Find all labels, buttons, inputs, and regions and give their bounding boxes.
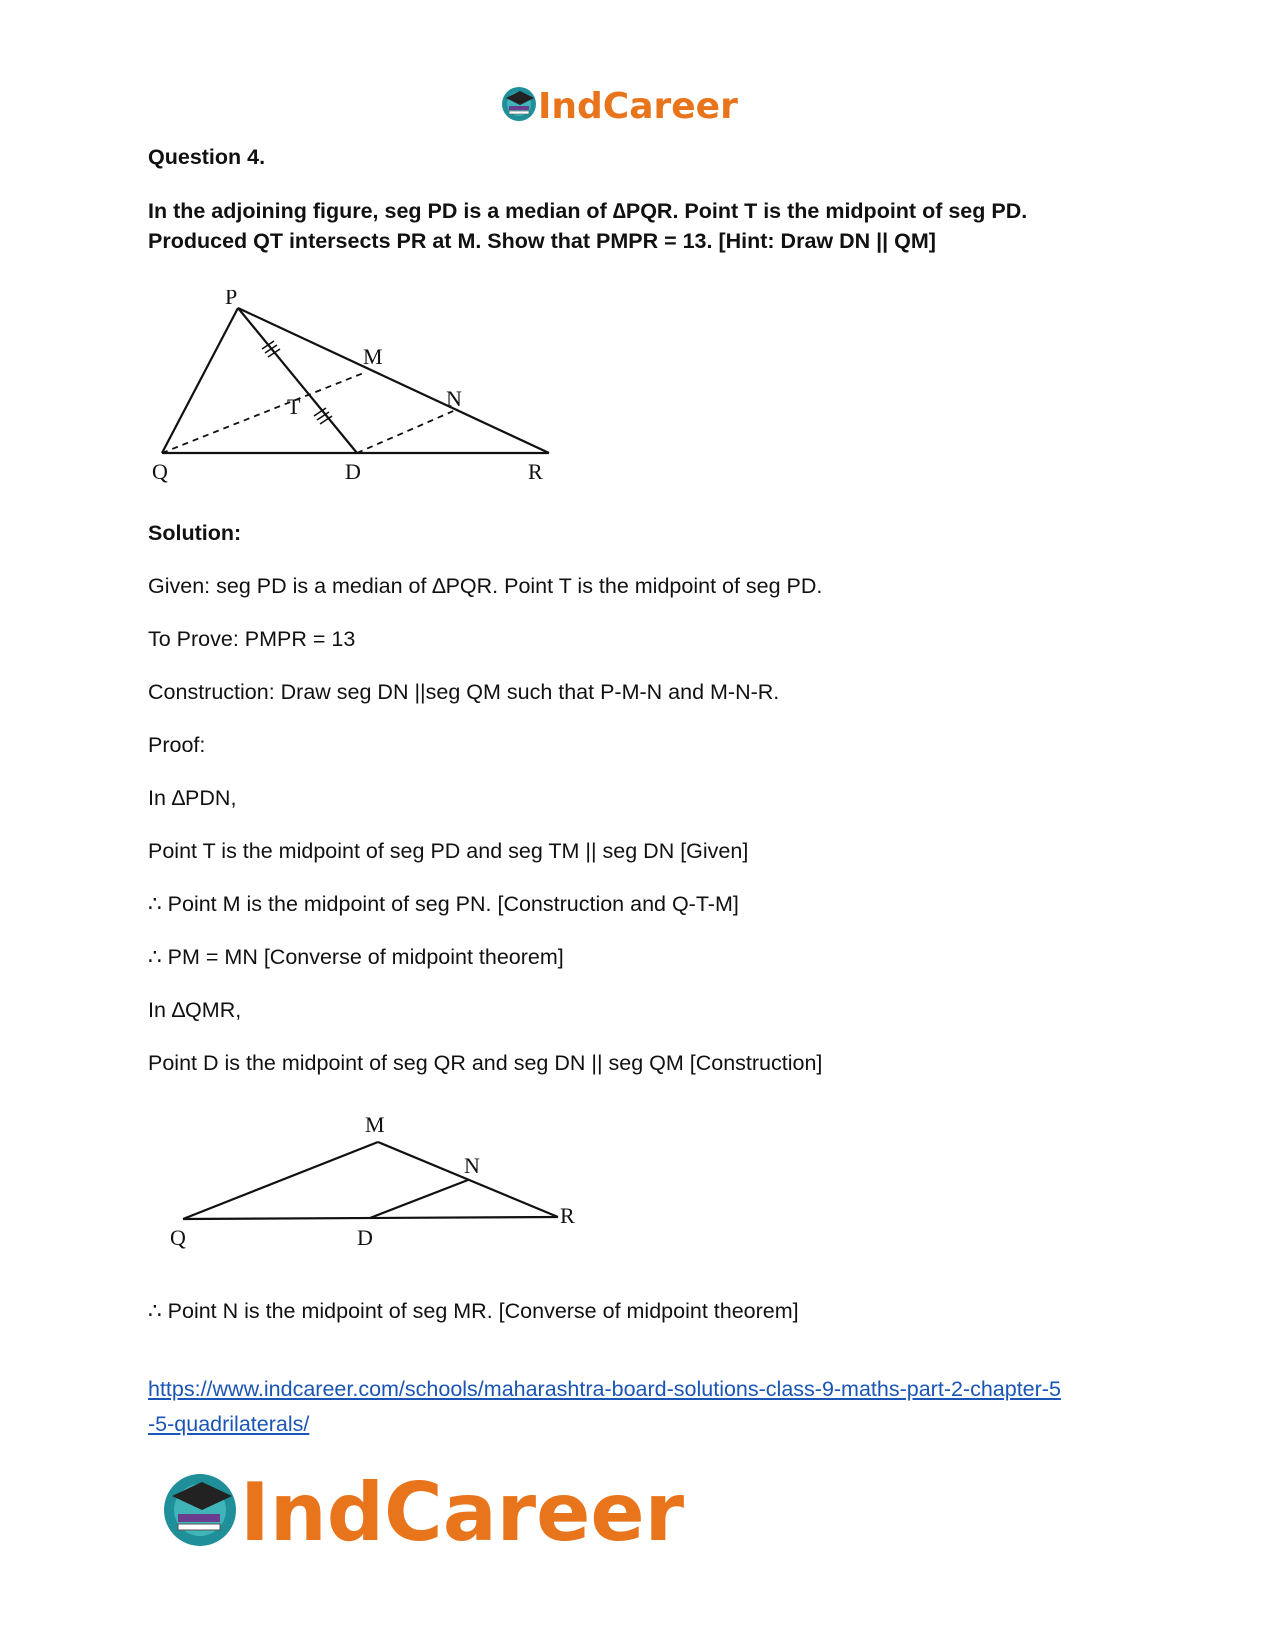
side-qm [183,1142,378,1219]
label-d: D [345,459,361,484]
label-n: N [464,1153,480,1178]
label-n: N [446,386,462,411]
question-heading: Question 4. [148,145,266,169]
solution-line: In ∆QMR, [148,998,242,1022]
link-line-2: -5-quadrilaterals/ [148,1412,310,1436]
label-p: P [225,290,238,309]
indcareer-logo-bottom [160,1462,700,1552]
solution-heading: Solution: [148,521,242,545]
label-d: D [357,1225,373,1250]
triangle-pqr-figure [150,290,570,490]
label-m: M [363,344,383,369]
solution-line: Construction: Draw seg DN ||seg QM such that P-M-N and M-N-R. [148,680,780,704]
label-q: Q [170,1225,186,1250]
segment-dn [370,1180,468,1218]
label-r: R [528,459,543,484]
median-pd [238,308,357,453]
indcareer-logo-top [500,80,770,126]
triangle-qmr-figure [150,1110,610,1270]
question-text-line2: Produced QT intersects PR at M. Show that PMPR = 13. [Hint: Draw DN || QM] [148,229,936,253]
label-t: T [287,394,301,419]
link-line-1: https://www.indcareer.com/schools/maharashtra-board-solutions-class-9-maths-part-2-chapter-5 [148,1377,1061,1401]
label-r: R [560,1203,575,1228]
label-m: M [365,1112,385,1137]
solution-line: Proof: [148,733,206,757]
solution-line: ∴ Point M is the midpoint of seg PN. [Construction and Q-T-M] [148,892,739,916]
solution-line: ∴ Point N is the midpoint of seg MR. [Converse of midpoint theorem] [148,1299,799,1323]
side-pr [238,308,549,453]
tick-marks-td [314,408,332,424]
solution-line: ∴ PM = MN [Converse of midpoint theorem] [148,945,564,969]
side-pq [162,308,238,453]
solution-line: Point D is the midpoint of seg QR and seg DN || seg QM [Construction] [148,1051,823,1075]
solution-line: Point T is the midpoint of seg PD and seg TM || seg DN [Given] [148,839,749,863]
dashed-segment-qm [162,372,366,453]
solution-line: Given: seg PD is a median of ∆PQR. Point T is the midpoint of seg PD. [148,574,823,598]
label-q: Q [152,459,168,484]
logo-wordmark: IndCareer [240,1466,685,1552]
indcareer-source-link[interactable] [148,1372,1061,1442]
logo-wordmark: IndCareer [538,86,738,126]
question-text-line1: In the adjoining figure, seg PD is a median of ∆PQR. Point T is the midpoint of seg PD. [148,199,1028,223]
graduation-globe-icon [164,1474,236,1546]
solution-line: In ∆PDN, [148,786,237,810]
dashed-segment-dn [357,409,458,453]
solution-line: To Prove: PMPR = 13 [148,627,356,651]
graduation-globe-icon [502,87,536,121]
